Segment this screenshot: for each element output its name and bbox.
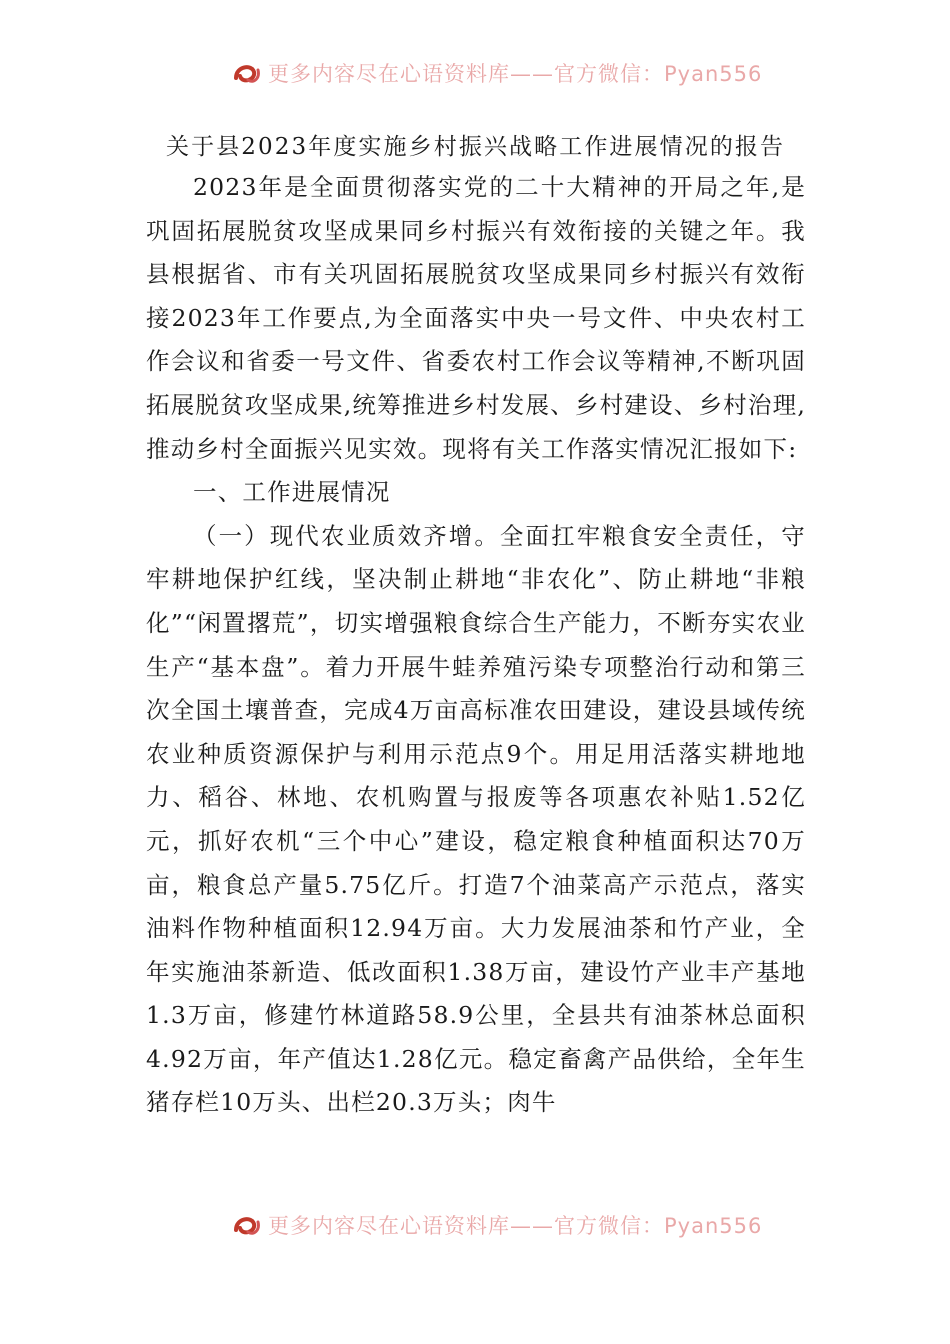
document-title: 关于县2023年度实施乡村振兴战略工作进展情况的报告 — [166, 134, 786, 160]
watermark-text: 更多内容尽在心语资料库——官方微信：Pyan556 — [268, 1214, 763, 1238]
section-heading: 一、工作进展情况 — [193, 478, 391, 507]
ribbon-logo-icon — [230, 58, 264, 88]
ribbon-logo-icon — [230, 1210, 264, 1240]
document-body — [146, 166, 806, 1125]
section1-paragraph: （一）现代农业质效齐增。全面扛牢粮食安全责任，守牢耕地保护红线，坚决制止耕地“非农化”、防止耕地“非粮化”“闲置撂荒”，切实增强粮食综合生产能力，不断夯实农业生产“基本盘”。着力开展牛蛙养殖污染专项整治行动和第三次全国土壤普查，完成4万亩高标准农田建设，建设县域传统农业种质资源保护与利用示范点9个。用足用活落实耕地地力、稻谷、林地、农机购置与报废等各项惠农补贴1.52亿元，抓好农机“三个中心”建设，稳定粮食种植面积达70万亩，粮食总产量5.75亿斤。打造7个油菜高产示范点，落实油料作物种植面积12.94万亩。大力发展油茶和竹产业，全年实施油茶新造、低改面积1.38万亩，建设竹产业丰产基地1.3万亩，修建竹林道路58.9公里，全县共有油茶林总面积4.92万亩，年产值达1.28亿元。稳定畜禽产品供给，全年生猪存栏10万头、出栏20.3万头；肉牛 — [146, 521, 806, 1117]
watermark-text: 更多内容尽在心语资料库——官方微信：Pyan556 — [268, 62, 763, 86]
watermark-top — [0, 52, 950, 92]
watermark-bottom — [0, 1204, 950, 1244]
intro-paragraph: 2023年是全面贯彻落实党的二十大精神的开局之年,是巩固拓展脱贫攻坚成果同乡村振兴有效衔接的关键之年。我县根据省、市有关巩固拓展脱贫攻坚成果同乡村振兴有效衔接2023年工作要点,为全面落实中央一号文件、中央农村工作会议和省委一号文件、省委农村工作会议等精神,不断巩固拓展脱贫攻坚成果,统筹推进乡村发展、乡村建设、乡村治理,推动乡村全面振兴见实效。现将有关工作落实情况汇报如下: — [146, 173, 806, 463]
